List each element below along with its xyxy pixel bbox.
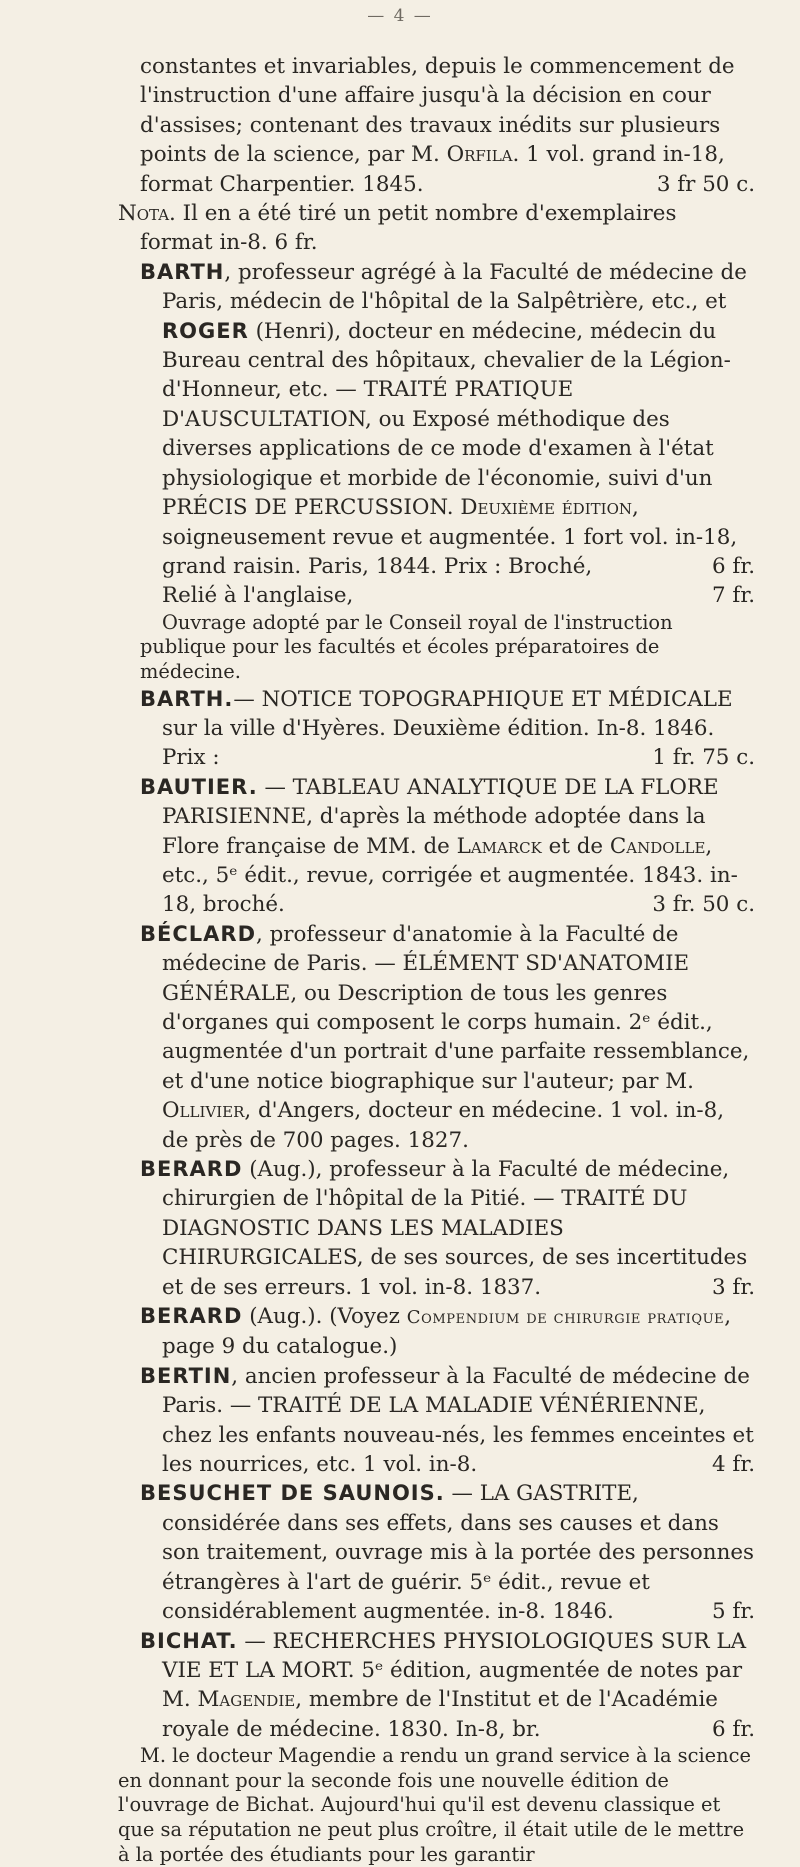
author-name: BAUTIER.: [140, 774, 258, 799]
entry-text: (Aug.). (Voyez: [242, 1304, 407, 1330]
author-name: BERARD: [140, 1304, 243, 1329]
entry-orfila-continuation: [140, 52, 755, 199]
entry-text: — NOTICE TOPOGRAPHIQUE ET MÉDICALE sur la ville d'Hyères. Deuxième édition. In-8. 1846. Prix :: [162, 686, 733, 771]
author-name: ROGER: [162, 318, 249, 343]
entry-barth-hyeres: [118, 685, 755, 773]
entry-beclard: [118, 920, 755, 1155]
entry-berard-compendium: [118, 1302, 755, 1362]
entry-bertin: [118, 1362, 755, 1480]
author-name: BERTIN: [140, 1363, 232, 1388]
entry-text: , soigneusement revue et augmentée. 1 fort vol. in-18, grand raisin. Paris, 1844. Prix : Broché,: [162, 495, 738, 579]
entry-text: (Aug.), professeur à la Faculté de médecine, chirurgien de l'hôpital de la Pitié. — TRAITÉ DU DIAGNOSTIC DANS LES MALADIES CHIRURGICALES, de ses sources, de ses incertitudes et de ses erreurs. 1 vol. in-8. 1837.: [162, 1157, 748, 1300]
price: 6 fr.: [712, 1716, 755, 1742]
cited-name: Candolle: [609, 833, 706, 859]
entry-text: . 1 vol. grand in-18, format Charpentier. 1845.: [140, 142, 725, 197]
entry-text: , etc., 5ᵉ édit., revue, corrigée et augmentée. 1843. in-18, broché.: [162, 833, 738, 918]
entry-text: — LA GASTRITE, considérée dans ses effets, dans ses causes et dans son traitement, ouvrage mis à la portée des personnes étrangères à l'art de guérir. 5ᵉ édit., revue et considérablement augmentée. in-8. 1846.: [162, 1481, 754, 1625]
binding-label: Relié à l'anglaise,: [162, 583, 354, 609]
entry-besuchet: [118, 1479, 755, 1626]
entry-text: — TABLEAU ANALYTIQUE DE LA FLORE PARISIENNE, d'après la méthode adoptée dans la Flore française de MM. de: [162, 774, 719, 859]
price: 7 fr.: [712, 583, 755, 609]
author-name: BARTH: [140, 259, 225, 284]
author-name: Orfila: [446, 142, 513, 168]
catalogue-text: [118, 52, 755, 1867]
price: 3 fr.: [712, 1274, 755, 1300]
author-name: BARTH.: [140, 686, 234, 711]
entry-text: , membre de l'Institut et de l'Académie royale de médecine. 1830. In-8, br.: [162, 1687, 718, 1742]
cited-title: Compendium de chirurgie pratique: [406, 1307, 725, 1329]
entry-bautier: [118, 773, 755, 920]
entry-text: , d'Angers, docteur en médecine. 1 vol. in-8, de près de 700 pages. 1827.: [162, 1098, 724, 1153]
entry-text: , professeur agrégé à la Faculté de médecine de Paris, médecin de l'hôpital de la Salpêtrière, etc., et: [162, 259, 747, 315]
author-name: BÉCLARD: [140, 921, 256, 946]
entry-text: et de: [541, 833, 610, 859]
entry-text: — RECHERCHES PHYSIOLOGIQUES SUR LA VIE ET LA MORT. 5ᵉ édition, augmentée de notes par M.: [162, 1628, 747, 1713]
entry-text: , professeur d'anatomie à la Faculté de médecine de Paris. — ÉLÉMENT SD'ANATOMIE GÉNÉRALE, ou Description de tous les genres d'organes qui composent le corps humain. 2ᵉ édit., augmentée d'un portrait d'une parfaite ressemblance, et d'une notice biographique sur l'auteur; par M.: [162, 921, 750, 1094]
entry-note: Ouvrage adopté par le Conseil royal de l'instruction publique pour les facultés et écoles préparatoires de médecine.: [140, 610, 673, 683]
entry-berard-diagnostic: [118, 1155, 755, 1302]
cited-name: Lamarck: [456, 833, 542, 859]
author-name: BERARD: [140, 1157, 243, 1181]
nota-text: . Il en a été tiré un petit nombre d'exemplaires format in-8. 6 fr.: [140, 201, 677, 256]
entry-bichat: [118, 1627, 755, 1745]
price: 3 fr. 50 c.: [652, 892, 755, 918]
entry-text: constantes et invariables, depuis le commencement de l'instruction d'une affaire jusqu'à la décision en cour d'assises; contenant des travaux inédits sur plusieurs points de la science, par M.: [140, 54, 735, 168]
page-number: — 4 —: [367, 6, 433, 26]
price: 3 fr 50 c.: [656, 171, 755, 197]
edition-label: Deuxième édition: [460, 495, 632, 521]
entry-barth-auscultation: [118, 258, 755, 581]
nota: [118, 199, 755, 258]
entry-text: (Henri), docteur en médecine, médecin du Bureau central des hôpitaux, chevalier de la Légion-d'Honneur, etc. — TRAITÉ PRATIQUE D'AUSCULTATION, ou Exposé méthodique des diverses applications de ce mode d'examen à l'état physiologique et morbide de l'économie, suivi d'un PRÉCIS DE PERCUSSION.: [162, 318, 731, 521]
bound-price-row: [140, 581, 755, 610]
price: 4 fr.: [712, 1452, 755, 1478]
price: 1 fr. 75 c.: [652, 745, 755, 771]
entry-note: M. le docteur Magendie a rendu un grand service à la science en donnant pour la seconde fois une nouvelle édition de l'ouvrage de Bichat. Aujourd'hui qu'il est devenu classique et que sa réputation ne peut plus croître, il était utile de le mettre à la portée des étudiants pour les garantir: [118, 1744, 751, 1866]
entry-text: , page 9 du catalogue.): [162, 1304, 732, 1360]
nota-label: Nota: [118, 201, 170, 227]
cited-name: Ollivier: [162, 1098, 245, 1124]
price: 5 fr.: [712, 1599, 755, 1625]
entry-text: , ancien professeur à la Faculté de médecine de Paris. — TRAITÉ DE LA MALADIE VÉNÉRIENNE, chez les enfants nouveau-nés, les femmes enceintes et les nourrices, etc. 1 vol. in-8.: [162, 1363, 754, 1478]
price: 6 fr.: [712, 553, 755, 579]
author-name: BICHAT.: [140, 1628, 238, 1653]
cited-name: Magendie: [197, 1687, 296, 1713]
author-name: BESUCHET DE SAUNOIS.: [140, 1481, 445, 1506]
